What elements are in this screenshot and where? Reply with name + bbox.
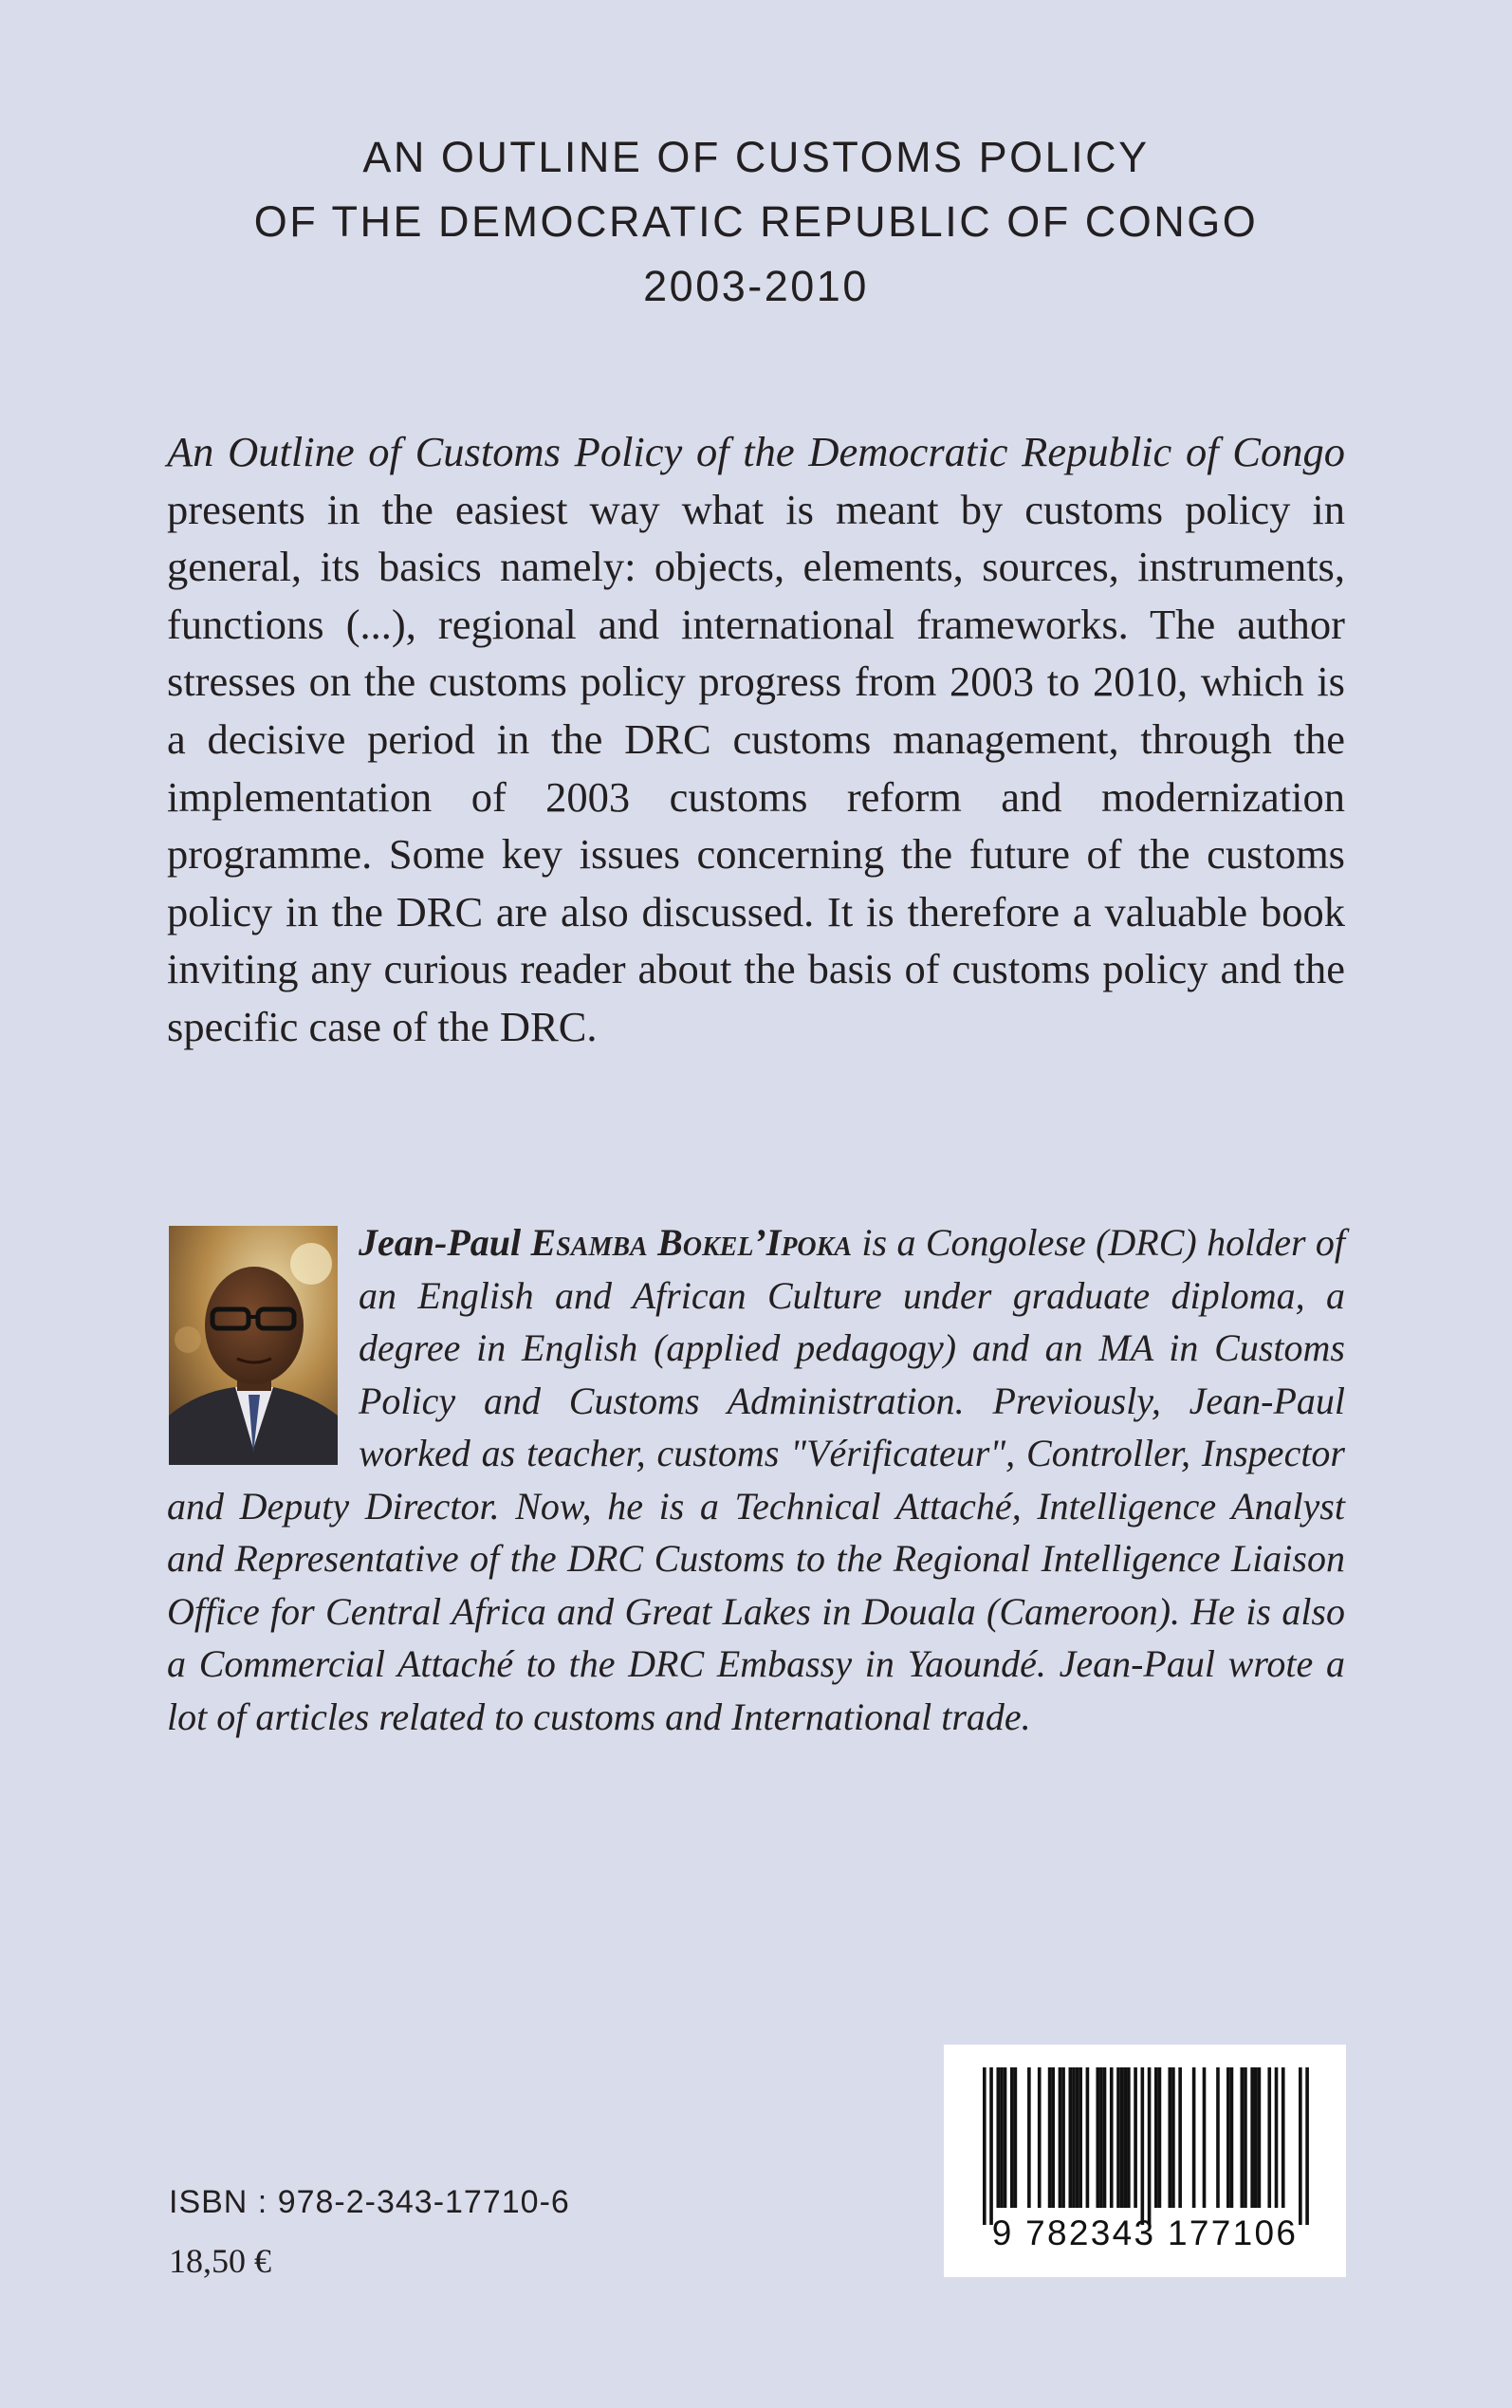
barcode-bar (1061, 2067, 1065, 2208)
author-last-name: Esamba Bokel’Ipoka (530, 1221, 852, 1264)
barcode-bar (1123, 2067, 1127, 2208)
title-line-2: OF THE DEMOCRATIC REPUBLIC OF CONGO (253, 197, 1259, 246)
barcode-bar (1099, 2067, 1103, 2208)
barcode-digits: 9 782343 177106 (991, 2214, 1299, 2252)
barcode-bar (1079, 2067, 1082, 2208)
barcode-bar (1216, 2067, 1220, 2208)
photo-spacer (167, 1216, 359, 1476)
summary-book-title: An Outline of Customs Policy of the Democratic Republic of Congo (167, 428, 1345, 475)
barcode-bar (1203, 2067, 1207, 2208)
barcode-bar (1275, 2067, 1279, 2208)
barcode-bar (1267, 2067, 1271, 2208)
barcode-bar (1038, 2067, 1042, 2208)
barcode-bar (1299, 2067, 1302, 2225)
barcode-bar (1004, 2067, 1007, 2208)
book-summary (167, 423, 1345, 1056)
barcode-bar (1014, 2067, 1018, 2208)
barcode-bar (1230, 2067, 1234, 2208)
barcode-bar (1110, 2067, 1114, 2208)
barcode-bar (1103, 2067, 1107, 2208)
barcode-bar (1250, 2067, 1254, 2208)
barcode-bar (989, 2067, 993, 2225)
barcode-bar (1116, 2067, 1120, 2208)
barcode (944, 2045, 1346, 2277)
barcode-bar (1051, 2067, 1055, 2208)
author-bio-text: is a Congolese (DRC) holder of an English and African Culture under graduate diploma, a degree in English (applied pedagogy) and an MA in Customs Policy and Customs Administration. Previously, Jean-Paul worked as teacher, customs "Vérificateur", Controller, Inspector and Deputy Director. Now, he is a Technical Attaché, Intelligence Analyst and Representative of the DRC Customs to the Regional Intelligence Liaison Office for Central Africa and Great Lakes in Douala (Cameroon). He is also a Commercial Attaché to the DRC Embassy in Yaoundé. Jean-Paul wrote a lot of articles related to customs and International trade. (167, 1221, 1346, 1738)
barcode-bar (1072, 2067, 1076, 2208)
barcode-bar (1059, 2067, 1062, 2208)
barcode-bar (1027, 2067, 1031, 2208)
title-line-1: AN OUTLINE OF CUSTOMS POLICY (362, 133, 1150, 181)
author-first-name: Jean-Paul (359, 1221, 522, 1264)
barcode-bar (1244, 2067, 1247, 2208)
barcode-bar (1069, 2067, 1073, 2208)
isbn: ISBN : 978-2-343-17710-6 (169, 2184, 570, 2220)
barcode-bar (1178, 2067, 1182, 2208)
barcode-bar (1148, 2067, 1152, 2225)
barcode-bar (1254, 2067, 1258, 2208)
author-name (359, 1221, 852, 1264)
title-line-3: 2003-2010 (643, 262, 869, 310)
barcode-bar (1120, 2067, 1124, 2208)
barcode-bar (1141, 2067, 1145, 2225)
barcode-bar (1305, 2067, 1309, 2225)
barcode-bar (1282, 2067, 1285, 2208)
barcode-bar (1048, 2067, 1052, 2208)
barcode-bar (1192, 2067, 1196, 2208)
barcode-bar (1241, 2067, 1245, 2208)
barcode-bar (1258, 2067, 1262, 2208)
barcode-bar (996, 2067, 1000, 2208)
author-bio (167, 1216, 1345, 1743)
barcode-bar (1168, 2067, 1171, 2208)
barcode-bar (1000, 2067, 1004, 2208)
barcode-bar (1076, 2067, 1079, 2208)
barcode-bar (983, 2067, 986, 2225)
book-title (0, 125, 1512, 319)
barcode-bar (1086, 2067, 1090, 2208)
barcode-bar (1226, 2067, 1230, 2208)
barcode-bar (1154, 2067, 1158, 2208)
price: 18,50 € (169, 2242, 271, 2280)
barcode-bar (1096, 2067, 1099, 2208)
barcode-bar (1010, 2067, 1014, 2208)
barcode-bar (1127, 2067, 1131, 2208)
barcode-bar (1158, 2067, 1162, 2208)
summary-text: presents in the easiest way what is meant by customs policy in general, its basics namely: objects, elements, sources, instruments, functions (...), regional and international frameworks. The author stresses on the customs policy progress from 2003 to 2010, which is a decisive period in the DRC customs management, through the implementation of 2003 customs reform and modernization programme. Some key issues concerning the future of the customs policy in the DRC are also discussed. It is therefore a valuable book inviting any curious reader about the basis of customs policy and the specific case of the DRC. (167, 485, 1345, 1050)
barcode-bar (1171, 2067, 1175, 2208)
barcode-bar (1134, 2067, 1137, 2208)
